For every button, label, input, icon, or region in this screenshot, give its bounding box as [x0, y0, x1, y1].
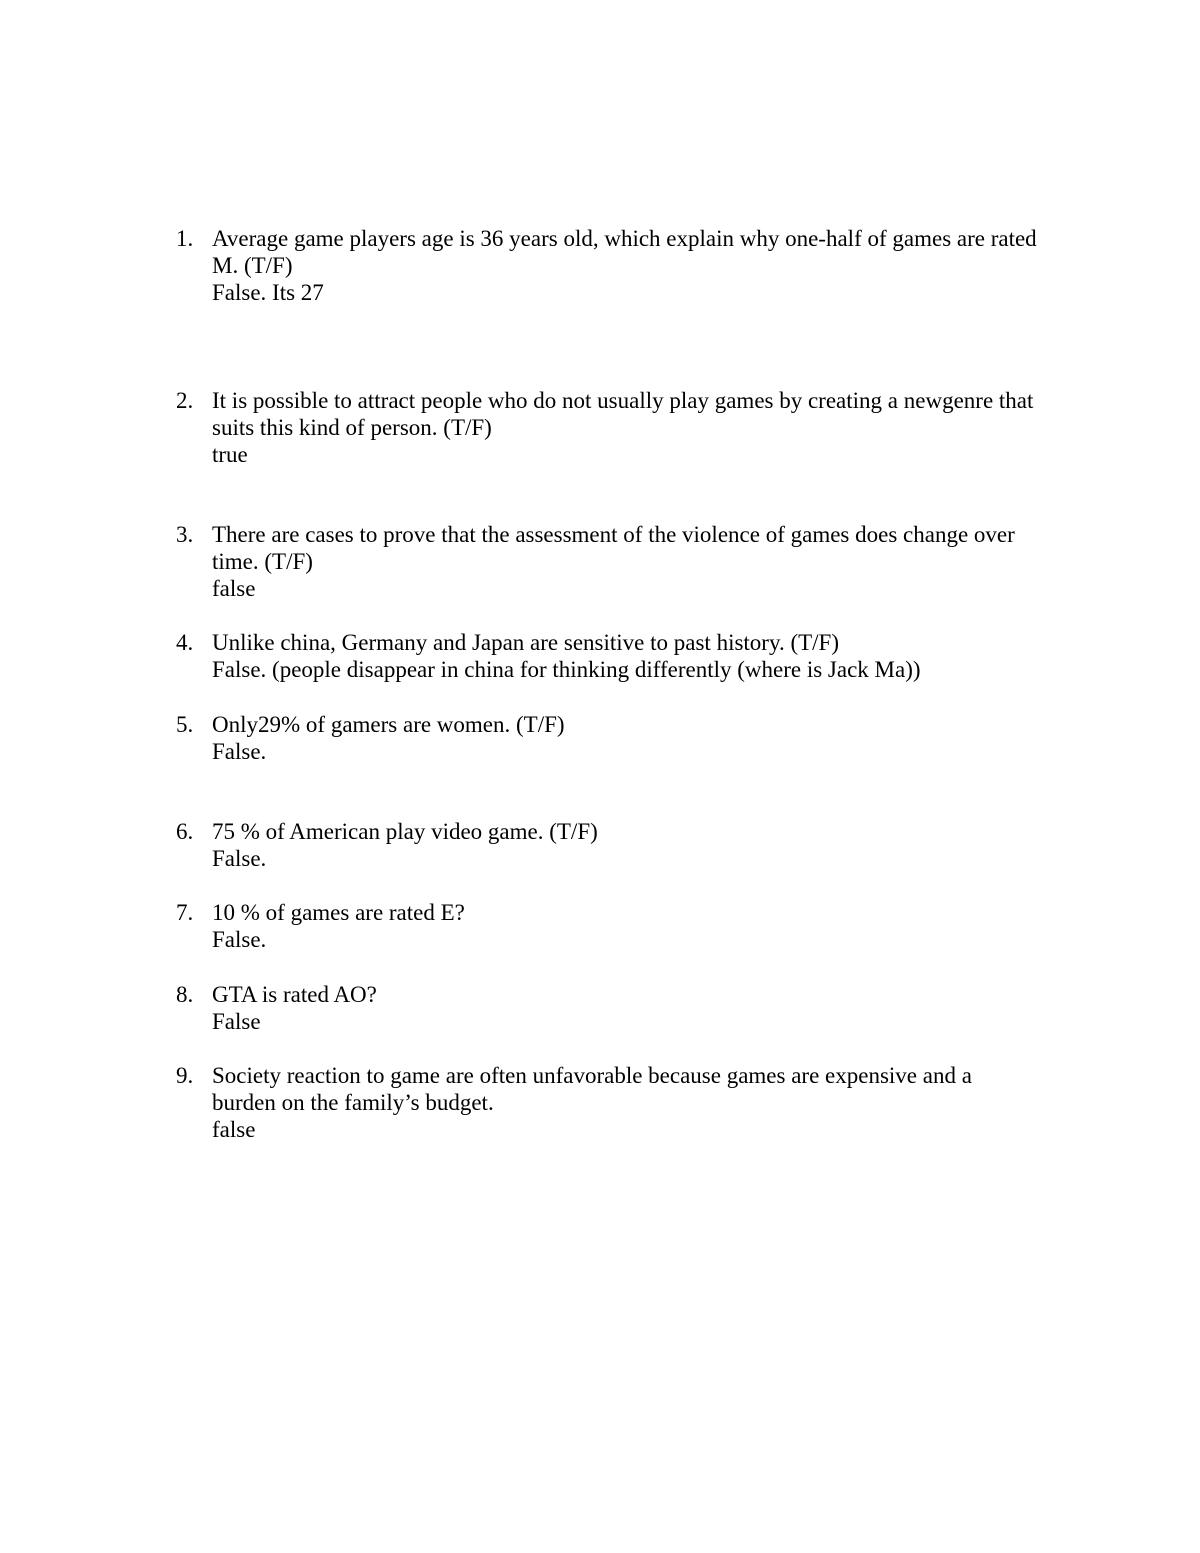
question-number: 1.	[176, 226, 194, 251]
question-number: 3.	[176, 522, 194, 547]
answer-text: False.	[212, 846, 267, 871]
answer-text: false	[212, 576, 256, 601]
question-text-line: 10 % of games are rated E?	[212, 900, 465, 925]
question-number: 7.	[176, 900, 194, 925]
question-number: 6.	[176, 819, 194, 844]
question-text-line: Average game players age is 36 years old, which explain why one-half of games are rated	[212, 226, 1037, 251]
question-text-line: It is possible to attract people who do not usually play games by creating a newgenre that	[212, 388, 1034, 413]
answer-text: true	[212, 442, 248, 467]
answer-text: False. (people disappear in china for thinking differently (where is Jack Ma))	[212, 657, 921, 682]
question-text-line: suits this kind of person. (T/F)	[212, 415, 492, 440]
question-number: 5.	[176, 712, 194, 737]
question-text-line: Only29% of gamers are women. (T/F)	[212, 712, 565, 737]
answer-text: False.	[212, 927, 267, 952]
question-text-line: Unlike china, Germany and Japan are sensitive to past history. (T/F)	[212, 630, 840, 655]
question-number: 2.	[176, 388, 194, 413]
answer-text: False. Its 27	[212, 280, 324, 305]
answer-text: False.	[212, 739, 267, 764]
question-text-line: GTA is rated AO?	[212, 982, 377, 1007]
question-text-line: Society reaction to game are often unfavorable because games are expensive and a	[212, 1063, 972, 1088]
question-text-line: M. (T/F)	[212, 253, 293, 278]
question-number: 4.	[176, 630, 194, 655]
question-number: 8.	[176, 982, 194, 1007]
answer-text: false	[212, 1117, 256, 1142]
question-text-line: There are cases to prove that the assessment of the violence of games does change over	[212, 522, 1015, 547]
question-number: 9.	[176, 1063, 194, 1088]
question-text-line: time. (T/F)	[212, 549, 313, 574]
question-text-line: 75 % of American play video game. (T/F)	[212, 819, 598, 844]
question-text-line: burden on the family’s budget.	[212, 1090, 494, 1115]
answer-text: False	[212, 1009, 261, 1034]
